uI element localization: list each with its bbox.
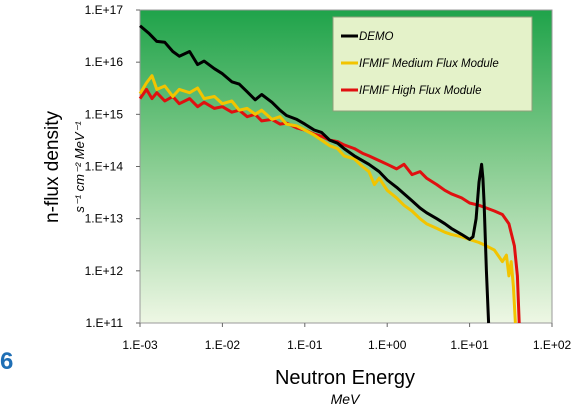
x-tick-label: 1.E+02 bbox=[532, 338, 572, 352]
y-tick-label: 1.E+17 bbox=[84, 3, 123, 17]
legend bbox=[333, 17, 532, 111]
slide-edge-glyph: 6 bbox=[0, 348, 14, 375]
legend-label: IFMIF High Flux Module bbox=[359, 85, 482, 97]
x-tick-label: 1.E+01 bbox=[450, 338, 489, 352]
y-tick-label: 1.E+16 bbox=[84, 55, 123, 70]
x-tick-label: 1.E-03 bbox=[122, 338, 158, 352]
x-axis-ticks bbox=[122, 323, 571, 352]
y-tick-label: 1.E+12 bbox=[84, 263, 123, 278]
x-axis-title: Neutron Energy bbox=[274, 367, 416, 389]
x-tick-label: 1.E-02 bbox=[204, 338, 241, 352]
y-tick-label: 1.E+15 bbox=[84, 107, 123, 122]
y-axis-ticks bbox=[85, 3, 140, 330]
y-tick-label: 1.E+13 bbox=[84, 211, 123, 226]
legend-label: IFMIF Medium Flux Module bbox=[359, 58, 499, 70]
x-tick-label: 1.E-01 bbox=[287, 338, 323, 352]
y-tick-label: 1.E+11 bbox=[85, 316, 123, 330]
legend-label: DEMO bbox=[359, 31, 394, 43]
y-axis-unit: s⁻¹ cm⁻² MeV⁻¹ bbox=[72, 121, 87, 213]
x-axis-unit: MeV bbox=[330, 391, 360, 407]
y-axis-title: n-flux density bbox=[42, 111, 63, 223]
y-axis-label bbox=[42, 111, 87, 223]
y-tick-label: 1.E+14 bbox=[84, 159, 123, 174]
x-tick-label: 1.E+00 bbox=[368, 338, 407, 352]
